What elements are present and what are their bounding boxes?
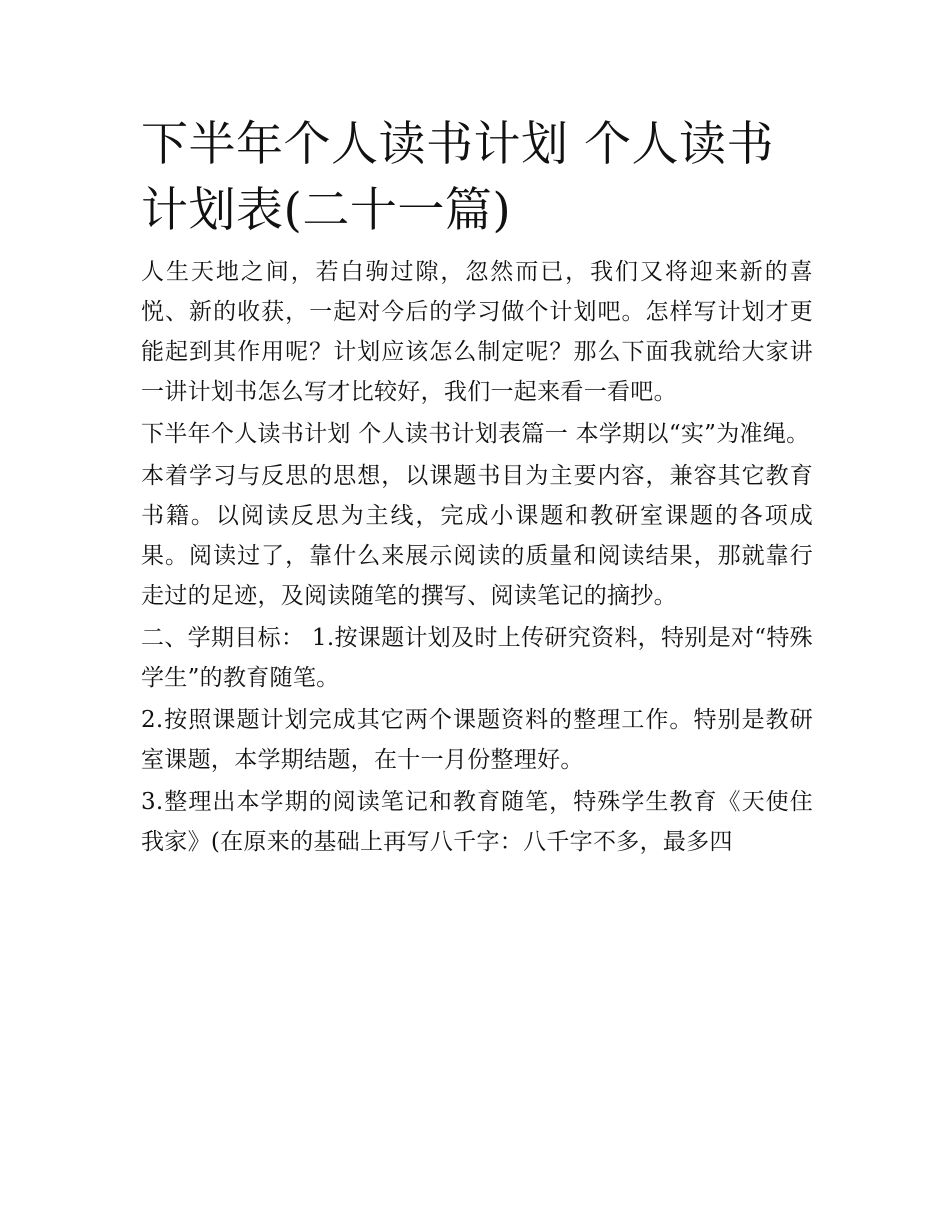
paragraph-goal-two: 2.按照课题计划完成其它两个课题资料的整理工作。特别是教研室课题，本学期结题，在十一月份整理好。 (141, 707, 813, 773)
paragraph-goal-three: 3.整理出本学期的阅读笔记和教育随笔，特殊学生教育《天使住我家》(在原来的基础上再写八千字：八千字不多，最多四 (141, 789, 813, 855)
document-title: 下半年个人读书计划 个人读书计划表(二十一篇) (141, 117, 774, 238)
paragraph-reading-focus: 本着学习与反思的思想，以课题书目为主要内容，兼容其它教育书籍。以阅读反思为主线，完成小课题和教研室课题的各项成果。阅读过了，靠什么来展示阅读的质量和阅读结果，那就靠行走过的足迹，及阅读随笔的撰写、阅读笔记的摘抄。 (141, 463, 813, 609)
paragraph-section-one: 下半年个人读书计划 个人读书计划表篇一 本学期以“实”为准绳。 (141, 421, 810, 447)
paragraph-intro: 人生天地之间，若白驹过隙，忽然而已，我们又将迎来新的喜悦、新的收获，一起对今后的学习做个计划吧。怎样写计划才更能起到其作用呢？计划应该怎么制定呢？那么下面我就给大家讲一讲计划书怎么写才比较好，我们一起来看一看吧。 (141, 259, 813, 405)
paragraph-goal-one: 二、学期目标： 1.按课题计划及时上传研究资料，特别是对“特殊学生”的教育随笔。 (141, 625, 813, 691)
document-body (141, 112, 813, 862)
